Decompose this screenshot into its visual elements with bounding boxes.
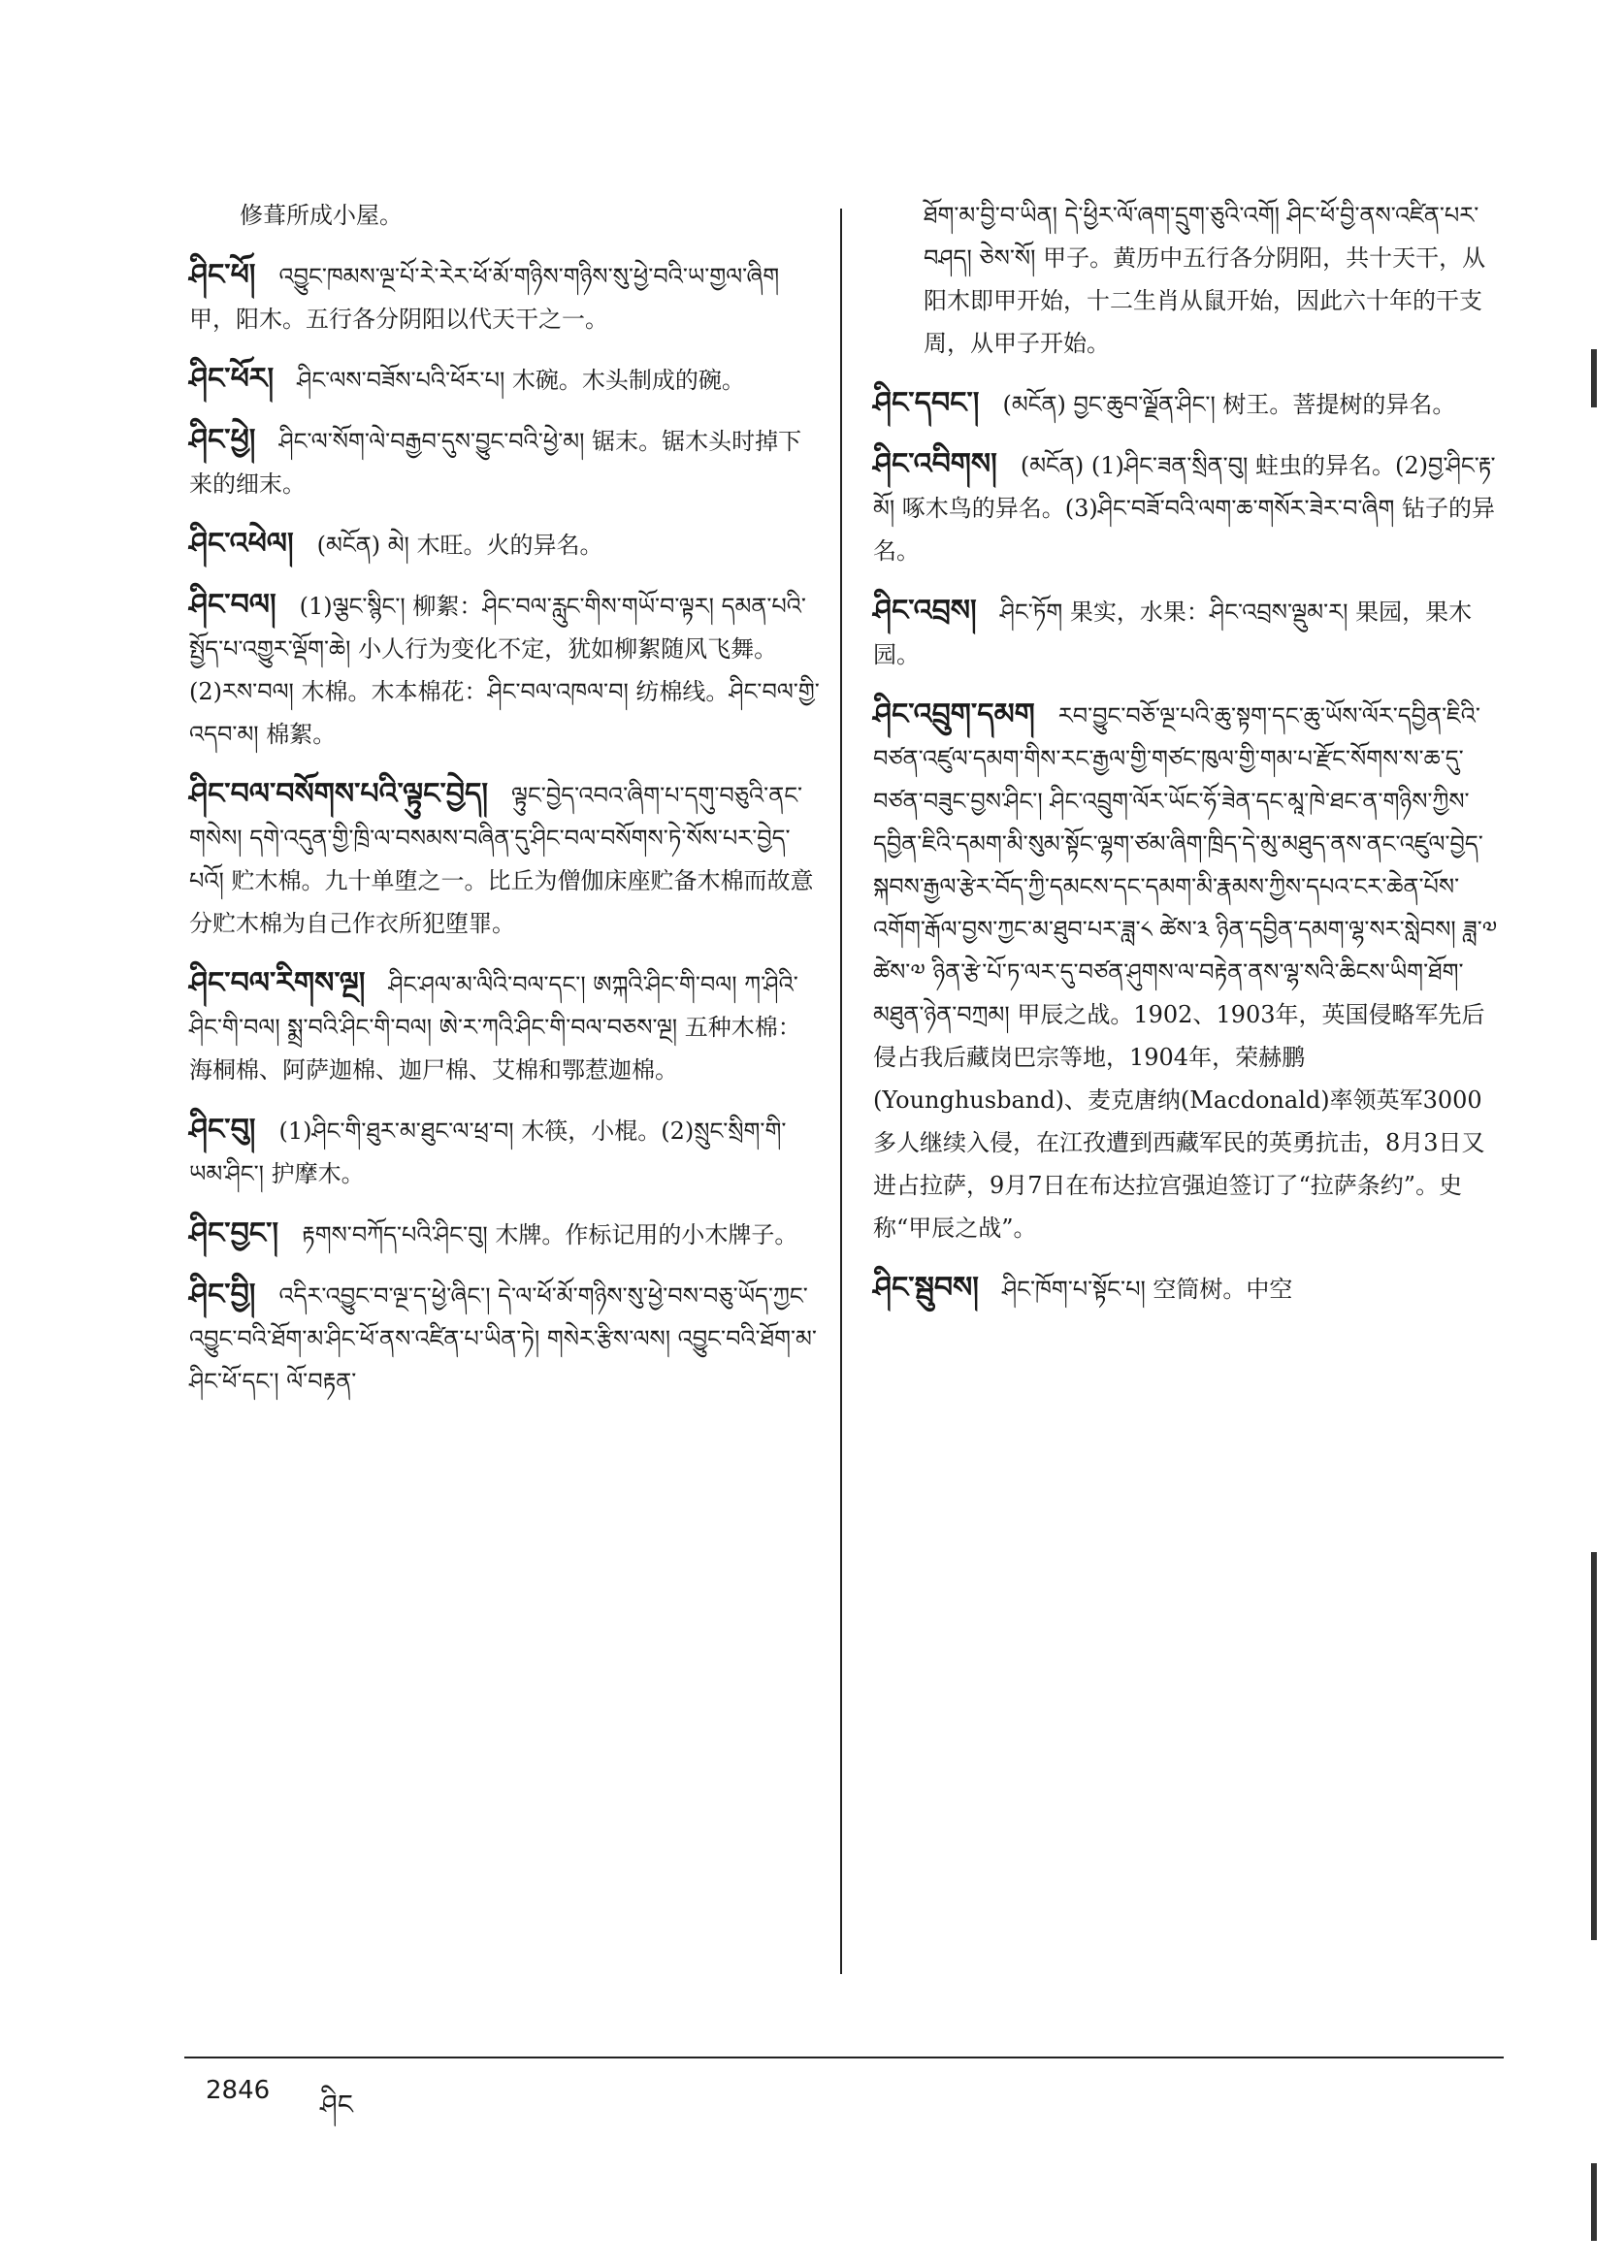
entry-definition: ཤིང་ཏོག 果实，水果：ཤིང་འབྲས་ལྡུམ་ར། 果园，果木园。 bbox=[873, 599, 1473, 668]
footer-rule bbox=[184, 2057, 1504, 2058]
entry-headword: ཤིང་བྱང་། bbox=[189, 1216, 279, 1250]
entry-definition: ཤིང་ཁོག་པ་སྟོང་པ། 空筒树。中空 bbox=[1001, 1276, 1293, 1303]
entry-definition: ཐོག་མ་བྱི་བ་ཡིན། དེ་ཕྱིར་ལོ་ཞག་དྲུག་ཅུའི་འགོ། ཤིང་ཕོ་བྱི་ནས་འཛིན་པར་བཤད། ཅེས་སོ། 甲子。黄历中五行各分阴阳，共十天干，从阳木即甲开始，十二生肖从鼠开始，因此六十年的干支周，从甲子开始。 bbox=[924, 202, 1486, 357]
dictionary-entry bbox=[189, 773, 820, 945]
dictionary-entry bbox=[189, 1109, 820, 1195]
entry-headword: ཤིང་སྦུབས། bbox=[873, 1271, 979, 1305]
entry-definition: (མངོན) (1)ཤིང་ཟན་སྲིན་བུ། 蛀虫的异名。(2)བྱ་ཤིང་རྟ་མོ། 啄木鸟的异名。(3)ཤིང་བཟོ་བའི་ལག་ཆ་གསོར་ཟེར་བ་ཞིག 钻子的异名。 bbox=[873, 452, 1496, 565]
entry-definition: (1)ལྕང་སྙིང་། 柳絮：ཤིང་བལ་རླུང་གིས་གཡོ་བ་ལྟར། དམན་པའི་སྤྱོད་པ་འགྱུར་ལྡོག་ཆེ། 小人行为变化不定，犹如柳絮随风飞舞。(2)རས་བལ། 木棉。木本棉花：ཤིང་བལ་འཁལ་བ། 纺棉线。ཤིང་བལ་གྱི་འདབ་མ། 棉絮。 bbox=[189, 593, 820, 748]
dictionary-entry bbox=[189, 1274, 820, 1403]
dictionary-entry bbox=[189, 194, 820, 237]
margin-mark bbox=[1591, 1552, 1597, 1940]
dictionary-entry bbox=[189, 419, 820, 505]
dictionary-entry bbox=[189, 523, 820, 567]
entry-headword: ཤིང་དབང་། bbox=[873, 386, 980, 420]
entry-headword: ཤིང་ཕྱེ། bbox=[189, 423, 256, 457]
entry-definition: (མངོན) མེ། 木旺。火的异名。 bbox=[316, 532, 603, 559]
dictionary-entry bbox=[189, 962, 820, 1091]
running-head: ཤིང bbox=[320, 2089, 353, 2121]
entry-definition: རྟགས་བཀོད་པའི་ཤིང་བུ། 木牌。作标记用的小木牌子。 bbox=[302, 1221, 798, 1248]
entry-headword: ཤིང་འབྲུག་དམག bbox=[873, 697, 1035, 731]
entry-headword: ཤིང་འཕེལ། bbox=[189, 527, 294, 561]
dictionary-entry bbox=[189, 1213, 820, 1256]
margin-mark bbox=[1591, 349, 1597, 407]
dictionary-entry bbox=[189, 358, 820, 402]
entry-definition: ཤིང་ཤལ་མ་ལིའི་བལ་དང་། ཨཀྐའི་ཤིང་གི་བལ། ཀ་ཤིའི་ཤིང་གི་བལ། སྨྲ་བའི་ཤིང་གི་བལ། ཨེ་ར་ཀའི་ཤིང་གི་བལ་བཅས་ལྔ། 五种木棉：海桐棉、阿萨迦棉、迦尸棉、艾棉和鄂惹迦棉。 bbox=[189, 971, 801, 1084]
left-column bbox=[189, 194, 820, 1420]
entry-definition: 修葺所成小屋。 bbox=[240, 202, 403, 229]
dictionary-entry bbox=[873, 590, 1504, 676]
dictionary-entry bbox=[873, 443, 1504, 572]
entry-definition: ལྟུང་བྱེད་འབའ་ཞིག་པ་དགུ་བཅུའི་ནང་གསེས། དགེ་འདུན་གྱི་ཁྲི་ལ་བསམས་བཞིན་དུ་ཤིང་བལ་བསོགས་ཏེ་སོས་པར་བྱེད་པའོ། 贮木棉。九十单堕之一。比丘为僧伽床座贮备木棉而故意分贮木棉为自己作衣所犯堕罪。 bbox=[189, 782, 814, 937]
entry-headword: ཤིང་འབྲས། bbox=[873, 594, 977, 628]
entry-definition: (མངོན) བྱང་ཆུབ་ལྗོན་ཤིང་། 树王。菩提树的异名。 bbox=[1002, 391, 1456, 418]
dictionary-entry bbox=[873, 382, 1504, 426]
page-number: 2846 bbox=[206, 2076, 271, 2105]
entry-headword: ཤིང་འབིགས། bbox=[873, 447, 997, 481]
entry-definition: འབྱུང་ཁམས་ལྔ་པོ་རེ་རེར་ཕོ་མོ་གཉིས་གཉིས་སུ་ཕྱེ་བའི་ཡ་གྱལ་ཞིག 甲，阳木。五行各分阴阳以代天干之一。 bbox=[189, 263, 780, 333]
entry-definition: ཤིང་ལ་སོག་ལེ་བརྒྱབ་དུས་བྱུང་བའི་ཕྱེ་མ། 锯末。锯木头时掉下来的细末。 bbox=[189, 428, 802, 498]
margin-mark bbox=[1591, 2163, 1597, 2241]
right-column bbox=[873, 194, 1504, 1328]
entry-definition: (1)ཤིང་གི་ཐུར་མ་ཐུང་ལ་ཕྲ་བ། 木筷，小棍。(2)སྲུང་སྲིག་གི་ཡམ་ཤིང་། 护摩木。 bbox=[189, 1118, 787, 1187]
entry-headword: ཤིང་བལ། bbox=[189, 588, 276, 622]
entry-headword: ཤིང་བུ། bbox=[189, 1113, 256, 1147]
dictionary-entry bbox=[873, 194, 1504, 365]
entry-definition: ཤིང་ལས་བཟོས་པའི་ཕོར་པ། 木碗。木头制成的碗。 bbox=[297, 367, 745, 394]
entry-headword: ཤིང་ཕོར། bbox=[189, 362, 275, 396]
dictionary-entry bbox=[189, 584, 820, 756]
entry-headword: ཤིང་བལ་བསོགས་པའི་ལྟུང་བྱེད། bbox=[189, 777, 489, 811]
entry-definition: འདིར་འབྱུང་བ་ལྔ་ད་ཕྱེ་ཞིང་། དེ་ལ་ཕོ་མོ་གཉིས་སུ་ཕྱེ་བས་བཅུ་ཡོད་ཀྱང་འབྱུང་བའི་ཐོག་མ་ཤིང་ཕོ་ནས་འཛིན་པ་ཡིན་ཏེ། གསེར་རྩིས་ལས། འབྱུང་བའི་ཐོག་མ་ཤིང་ཕོ་དང་། ལོ་བརྟན་ bbox=[189, 1282, 817, 1395]
entry-headword: ཤིང་བྱི། bbox=[189, 1278, 256, 1312]
entry-headword: ཤིང་བལ་རིགས་ལྔ། bbox=[189, 966, 366, 1000]
entry-headword: ཤིང་ཕོ། bbox=[189, 258, 256, 292]
entry-definition: རབ་བྱུང་བཅོ་ལྔ་པའི་ཆུ་སྟག་དང་ཆུ་ཡོས་ལོར་དབྱིན་ཇིའི་བཙན་འཛུལ་དམག་གིས་རང་རྒྱལ་གྱི་གཙང་ཁུལ་གྱི་གམ་པ་རྫོང་སོགས་ས་ཆ་དུ་བཙན་བཟུང་བྱས་ཤིང་། ཤིང་འབྲུག་ལོར་ཡོང་ཧོ་ཟེན་དང་མཱ་ཁེ་ཐང་ན་གཉིས་ཀྱིས་དབྱིན་ཇིའི་དམག་མི་སུམ་སྟོང་ལྷག་ཙམ་ཞིག་ཁྲིད་དེ་མུ་མཐུད་ནས་ནང་འཛུལ་བྱེད་སྐབས་རྒྱལ་རྩེར་བོད་ཀྱི་དམངས་དང་དམག་མི་རྣམས་ཀྱིས་དཔའ་ངར་ཆེན་པོས་འགོག་རྒོལ་བྱས་ཀྱང་མ་ཐུབ་པར་ཟླ་༨ ཚེས་༣ ཉིན་དབྱིན་དམག་ལྷ་སར་སླེབས། ཟླ་༧ ཚེས་༧ ཉིན་རྩེ་པོ་ཏ་ལར་དུ་བཙན་ཤུགས་ལ་བརྟེན་ནས་ལྷ་སའི་ཆིངས་ཡིག་ཐོག་མཐུན་ཉེན་བཀྲམ། 甲辰之战。1902、1903年，英国侵略军先后侵占我后藏岗巴宗等地，1904年，荣赫鹏(Younghusband)、麦克唐纳(Macdonald)率领英军3000多人继续入侵，在江孜遭到西藏军民的英勇抗击，8月3日又进占拉萨，9月7日在布达拉宫强迫签订了“拉萨条约”。史称“甲辰之战”。 bbox=[873, 702, 1498, 1242]
dictionary-entry bbox=[873, 1267, 1504, 1311]
column-divider bbox=[840, 209, 842, 1974]
dictionary-entry bbox=[189, 254, 820, 340]
dictionary-entry bbox=[873, 694, 1504, 1249]
